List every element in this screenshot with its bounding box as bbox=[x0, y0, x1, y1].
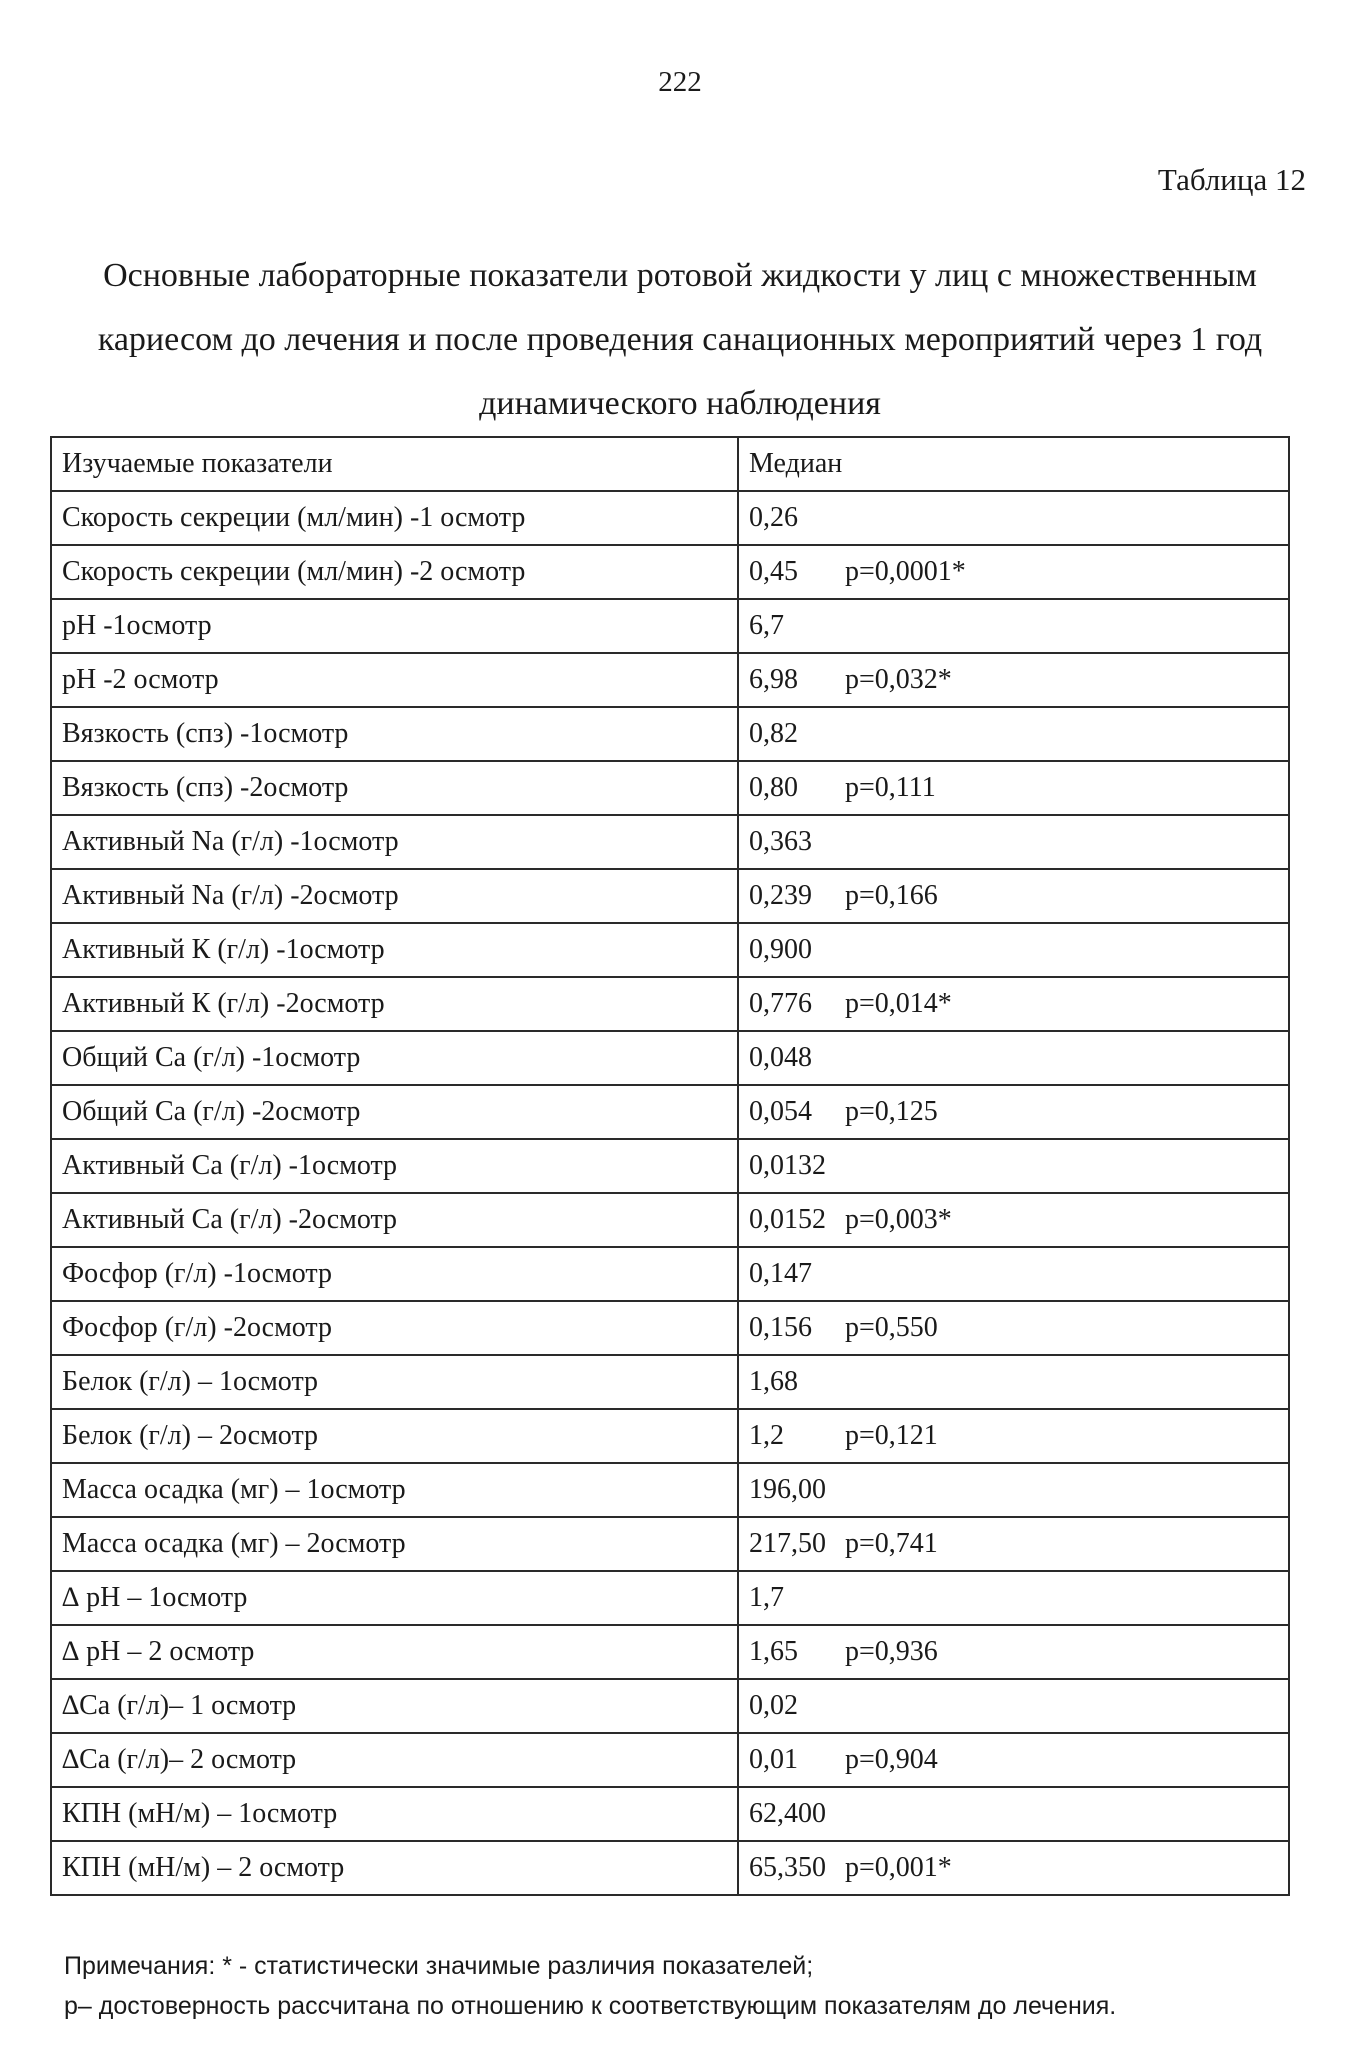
indicator-cell: Фосфор (г/л) -1осмотр bbox=[51, 1247, 738, 1301]
header-median: Медиан bbox=[738, 437, 1289, 491]
indicator-cell: ∆ pH – 1осмотр bbox=[51, 1571, 738, 1625]
indicator-cell: ∆Са (г/л)– 2 осмотр bbox=[51, 1733, 738, 1787]
median-cell bbox=[738, 815, 1289, 869]
median-value: 0,147 bbox=[749, 1258, 812, 1289]
median-cell bbox=[738, 491, 1289, 545]
median-value: 6,98 bbox=[749, 664, 798, 695]
indicator-cell: Активный Са (г/л) -1осмотр bbox=[51, 1139, 738, 1193]
indicator-cell: Скорость секреции (мл/мин) -2 осмотр bbox=[51, 545, 738, 599]
indicator-cell: Масса осадка (мг) – 2осмотр bbox=[51, 1517, 738, 1571]
indicator-cell: Фосфор (г/л) -2осмотр bbox=[51, 1301, 738, 1355]
median-cell bbox=[738, 1463, 1289, 1517]
page-number: 222 bbox=[658, 66, 702, 98]
median-cell bbox=[738, 1571, 1289, 1625]
median-value: 0,156 bbox=[749, 1312, 812, 1343]
median-value: 62,400 bbox=[749, 1798, 826, 1829]
indicator-cell: Активный Са (г/л) -2осмотр bbox=[51, 1193, 738, 1247]
table-row bbox=[51, 1571, 1289, 1625]
indicator-cell: pH -1осмотр bbox=[51, 599, 738, 653]
median-cell bbox=[738, 761, 1289, 815]
median-value: 0,054 bbox=[749, 1096, 812, 1127]
median-cell bbox=[738, 1247, 1289, 1301]
table-row bbox=[51, 653, 1289, 707]
indicator-cell: Активный К (г/л) -1осмотр bbox=[51, 923, 738, 977]
caption-line: кариесом до лечения и после проведения санационных мероприятий через 1 год bbox=[97, 321, 1263, 358]
p-value: p=0,550 bbox=[845, 1312, 938, 1343]
table-row bbox=[51, 1247, 1289, 1301]
table-row bbox=[51, 491, 1289, 545]
p-value: p=0,936 bbox=[845, 1636, 938, 1667]
table-row bbox=[51, 1355, 1289, 1409]
indicator-cell: Общий Са (г/л) -1осмотр bbox=[51, 1031, 738, 1085]
table-row bbox=[51, 1733, 1289, 1787]
table-row bbox=[51, 1301, 1289, 1355]
median-value: 1,68 bbox=[749, 1366, 798, 1397]
median-value: 0,01 bbox=[749, 1744, 798, 1775]
median-value: 6,7 bbox=[749, 610, 784, 641]
median-value: 65,350 bbox=[749, 1852, 826, 1883]
median-value: 0,0132 bbox=[749, 1150, 826, 1181]
median-cell bbox=[738, 1787, 1289, 1841]
median-value: 1,2 bbox=[749, 1420, 784, 1451]
table-row bbox=[51, 1031, 1289, 1085]
median-value: 217,50 bbox=[749, 1528, 826, 1559]
median-value: 1,65 bbox=[749, 1636, 798, 1667]
table-row bbox=[51, 707, 1289, 761]
indicator-cell: Активный К (г/л) -2осмотр bbox=[51, 977, 738, 1031]
table-row bbox=[51, 1841, 1289, 1895]
median-value: 0,776 bbox=[749, 988, 812, 1019]
median-value: 0,900 bbox=[749, 934, 812, 965]
p-value: p=0,0001* bbox=[845, 556, 966, 587]
median-cell bbox=[738, 1193, 1289, 1247]
indicator-cell: Белок (г/л) – 1осмотр bbox=[51, 1355, 738, 1409]
indicator-cell: Общий Са (г/л) -2осмотр bbox=[51, 1085, 738, 1139]
table-row bbox=[51, 1085, 1289, 1139]
table-body bbox=[51, 491, 1289, 1895]
median-value: 0,363 bbox=[749, 826, 812, 857]
median-cell bbox=[738, 653, 1289, 707]
median-value: 1,7 bbox=[749, 1582, 784, 1613]
indicator-cell: Масса осадка (мг) – 1осмотр bbox=[51, 1463, 738, 1517]
indicator-cell: Активный Na (г/л) -1осмотр bbox=[51, 815, 738, 869]
note-line: p– достоверность рассчитана по отношению к соответствующим показателям до лечения. bbox=[64, 1992, 1117, 2020]
median-value: 0,80 bbox=[749, 772, 798, 803]
p-value: p=0,111 bbox=[845, 772, 936, 803]
median-cell bbox=[738, 1733, 1289, 1787]
median-cell bbox=[738, 707, 1289, 761]
median-cell bbox=[738, 1355, 1289, 1409]
caption-line: динамического наблюдения bbox=[479, 385, 881, 422]
median-cell bbox=[738, 977, 1289, 1031]
table-number: Таблица 12 bbox=[1157, 162, 1306, 197]
indicator-cell: Активный Na (г/л) -2осмотр bbox=[51, 869, 738, 923]
p-value: p=0,125 bbox=[845, 1096, 938, 1127]
median-cell bbox=[738, 1517, 1289, 1571]
indicator-cell: pH -2 осмотр bbox=[51, 653, 738, 707]
table-caption bbox=[52, 244, 1308, 436]
p-value: p=0,741 bbox=[845, 1528, 938, 1559]
table-notes bbox=[64, 1946, 1116, 2026]
median-value: 0,239 bbox=[749, 880, 812, 911]
median-cell bbox=[738, 1031, 1289, 1085]
median-value: 0,02 bbox=[749, 1690, 798, 1721]
median-cell bbox=[738, 599, 1289, 653]
indicator-cell: Вязкость (спз) -2осмотр bbox=[51, 761, 738, 815]
indicator-cell: КПН (мН/м) – 1осмотр bbox=[51, 1787, 738, 1841]
table-row bbox=[51, 869, 1289, 923]
median-cell bbox=[738, 923, 1289, 977]
p-value: p=0,003* bbox=[845, 1204, 952, 1235]
table-row bbox=[51, 1625, 1289, 1679]
median-value: 196,00 bbox=[749, 1474, 826, 1505]
p-value: p=0,001* bbox=[845, 1852, 952, 1883]
indicator-cell: ∆ pH – 2 осмотр bbox=[51, 1625, 738, 1679]
table-row bbox=[51, 923, 1289, 977]
indicator-cell: КПН (мН/м) – 2 осмотр bbox=[51, 1841, 738, 1895]
median-cell bbox=[738, 1409, 1289, 1463]
median-cell bbox=[738, 1139, 1289, 1193]
median-cell bbox=[738, 545, 1289, 599]
indicator-cell: Скорость секреции (мл/мин) -1 осмотр bbox=[51, 491, 738, 545]
p-value: p=0,032* bbox=[845, 664, 952, 695]
table-row bbox=[51, 1409, 1289, 1463]
median-cell bbox=[738, 1841, 1289, 1895]
table-row bbox=[51, 1193, 1289, 1247]
header-indicator: Изучаемые показатели bbox=[51, 437, 738, 491]
median-cell bbox=[738, 1679, 1289, 1733]
p-value: p=0,166 bbox=[845, 880, 938, 911]
median-cell bbox=[738, 1085, 1289, 1139]
indicator-cell: Вязкость (спз) -1осмотр bbox=[51, 707, 738, 761]
table-header-row bbox=[51, 437, 1289, 491]
table-row bbox=[51, 545, 1289, 599]
table-row bbox=[51, 1679, 1289, 1733]
median-cell bbox=[738, 1625, 1289, 1679]
p-value: p=0,904 bbox=[845, 1744, 938, 1775]
median-value: 0,0152 bbox=[749, 1204, 826, 1235]
p-value: p=0,121 bbox=[845, 1420, 938, 1451]
note-line: Примечания: * - статистически значимые различия показателей; bbox=[64, 1952, 814, 1980]
median-cell bbox=[738, 1301, 1289, 1355]
indicator-cell: ∆Са (г/л)– 1 осмотр bbox=[51, 1679, 738, 1733]
table-row bbox=[51, 1139, 1289, 1193]
table-row bbox=[51, 815, 1289, 869]
caption-line: Основные лабораторные показатели ротовой жидкости у лиц с множественным bbox=[103, 257, 1257, 294]
table-row bbox=[51, 1517, 1289, 1571]
median-value: 0,82 bbox=[749, 718, 798, 749]
indicator-cell: Белок (г/л) – 2осмотр bbox=[51, 1409, 738, 1463]
median-value: 0,45 bbox=[749, 556, 798, 587]
table-row bbox=[51, 761, 1289, 815]
p-value: p=0,014* bbox=[845, 988, 952, 1019]
median-cell bbox=[738, 869, 1289, 923]
lab-indicators-table bbox=[50, 436, 1290, 1896]
median-value: 0,26 bbox=[749, 502, 798, 533]
table-row bbox=[51, 1463, 1289, 1517]
median-value: 0,048 bbox=[749, 1042, 812, 1073]
table-row bbox=[51, 599, 1289, 653]
table-row bbox=[51, 977, 1289, 1031]
table-row bbox=[51, 1787, 1289, 1841]
